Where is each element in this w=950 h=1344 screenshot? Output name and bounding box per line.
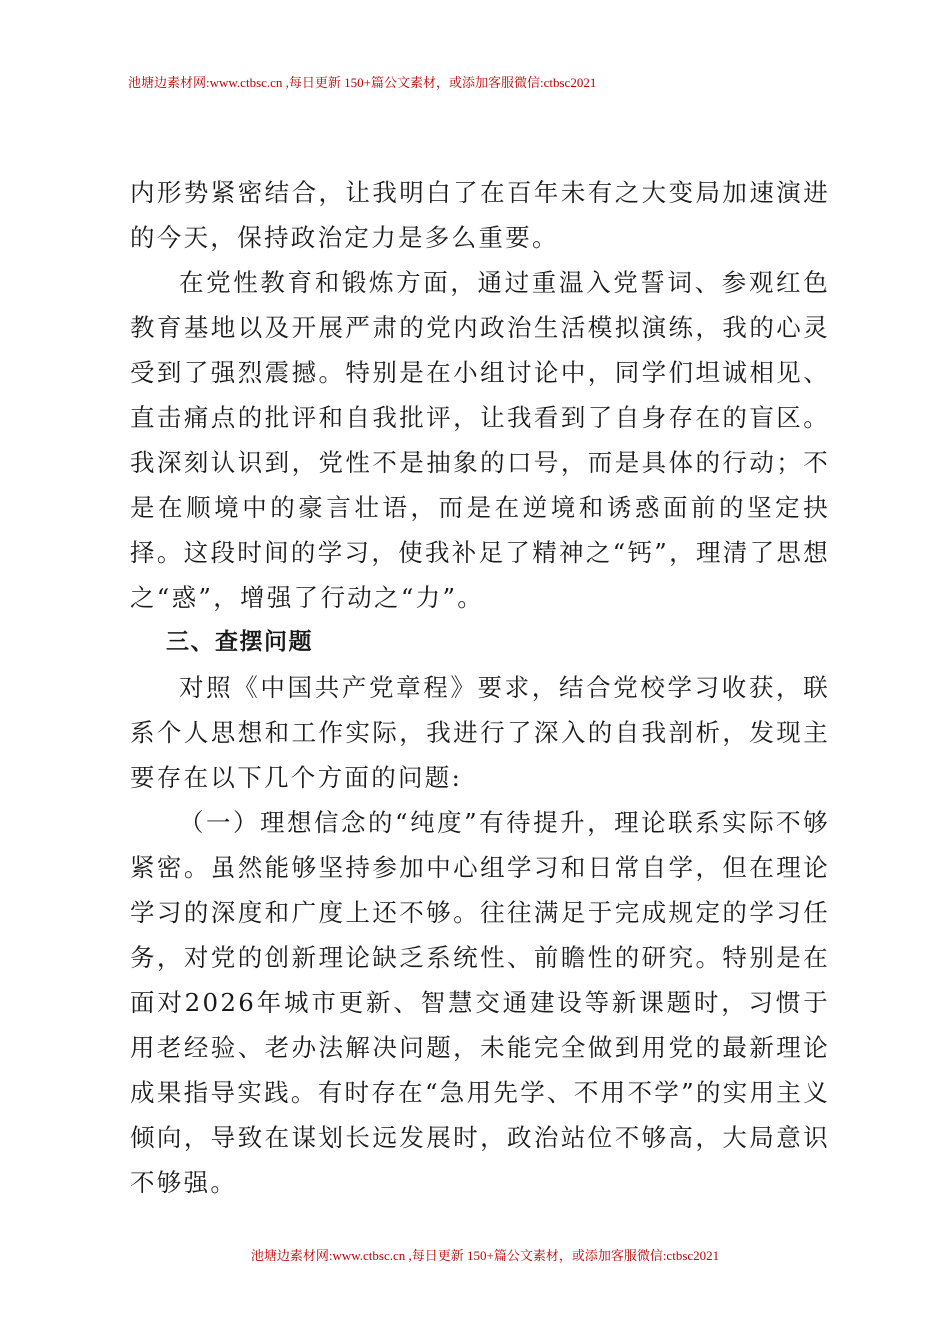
paragraph-party-spirit: 在党性教育和锻炼方面，通过重温入党誓词、参观红色教育基地以及开展严肃的党内政治生活模拟演练，我的心灵受到了强烈震撼。特别是在小组讨论中，同学们坦诚相见、直击痛点的批评和自我批评，让我看到了自身存在的盲区。我深刻认识到，党性不是抽象的口号，而是具体的行动；不是在顺境中的豪言壮语，而是在逆境和诱惑面前的坚定抉择。这段时间的学习，使我补足了精神之“钙”，理清了思想之“惑”，增强了行动之“力”。 <box>130 268 830 612</box>
header-watermark-notice: 池塘边素材网:www.ctbsc.cn ,每日更新 150+篇公文素材，或添加客服微信:ctbsc2021 <box>128 75 597 90</box>
section-heading: 三、查摆问题 <box>166 629 313 655</box>
document-body <box>130 170 830 1205</box>
paragraph-issue-one: （一）理想信念的“纯度”有待提升，理论联系实际不够紧密。虽然能够坚持参加中心组学习和日常自学，但在理论学习的深度和广度上还不够。往往满足于完成规定的学习任务，对党的创新理论缺乏系统性、前瞻性的研究。特别是在面对2026年城市更新、智慧交通建设等新课题时，习惯于用老经验、老办法解决问题，未能完全做到用党的最新理论成果指导实践。有时存在“急用先学、不用不学”的实用主义倾向，导致在谋划长远发展时，政治站位不够高，大局意识不够强。 <box>130 808 830 1197</box>
footer-watermark-notice: 池塘边素材网:www.ctbsc.cn ,每日更新 150+篇公文素材，或添加客服微信:ctbsc2021 <box>250 1248 720 1263</box>
paragraph-intro: 对照《中国共产党章程》要求，结合党校学习收获，联系个人思想和工作实际，我进行了深入的自我剖析，发现主要存在以下几个方面的问题: <box>130 673 830 792</box>
paragraph-continuation: 内形势紧密结合，让我明白了在百年未有之大变局加速演进的今天，保持政治定力是多么重要。 <box>130 178 830 252</box>
